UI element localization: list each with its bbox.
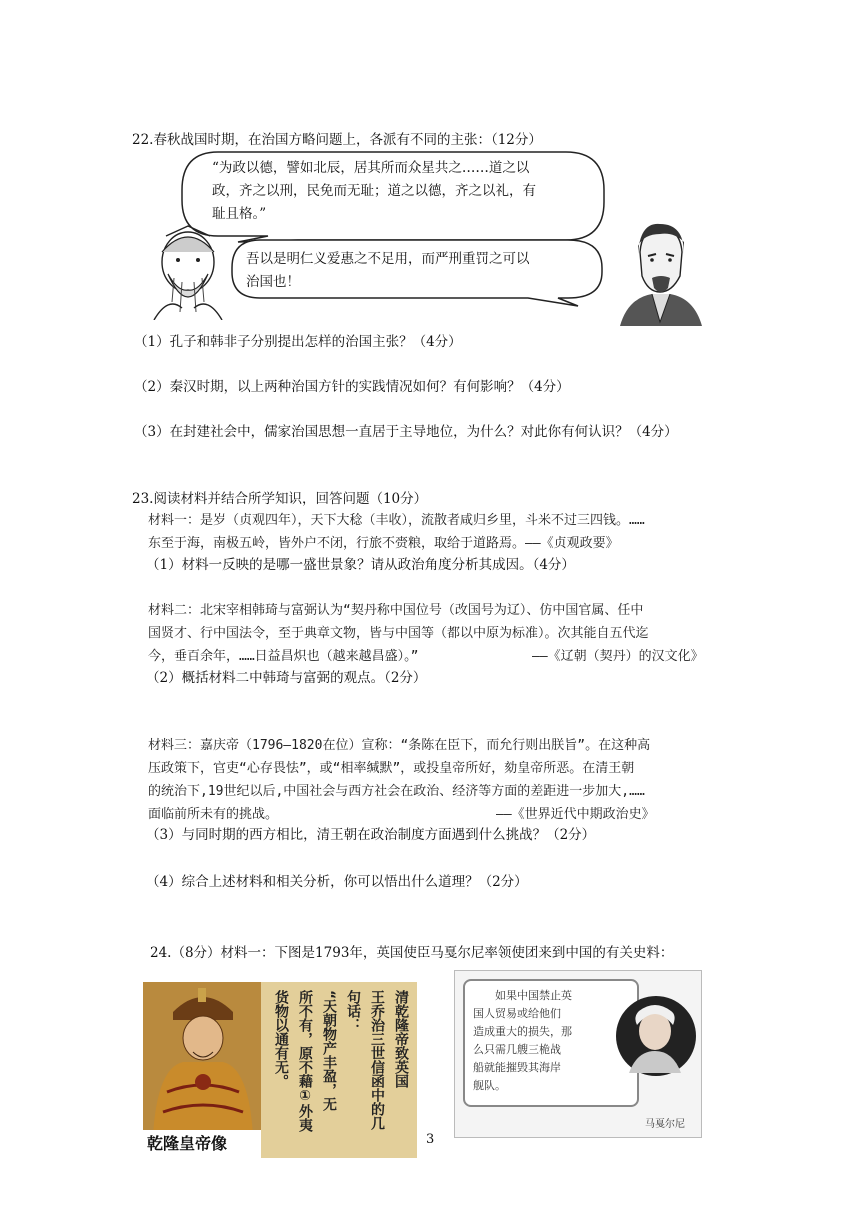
scroll-col-1: 清乾隆帝致英国: [393, 990, 409, 1088]
bubble1-line-1: “为政以德，譬如北辰，居其所而众星共之……道之以: [212, 160, 530, 176]
qianlong-caption: 乾隆皇帝像: [143, 1130, 261, 1158]
q24-stem: 24.（8分）材料一：下图是1793年，英国使臣马戛尔尼率领使团来到中国的有关史料：: [150, 945, 674, 961]
q23-sub1: （1）材料一反映的是哪一盛世景象？请从政治角度分析其成因。（4分）: [146, 557, 575, 573]
q23-material2-line1: 材料二：北宋宰相韩琦与富弼认为“契丹称中国位号（改国号为辽）、仿中国官属、任中: [148, 603, 644, 618]
bubble2-line-2: 治国也！: [246, 274, 300, 290]
q23-material3-line4: 面临前所未有的挑战。: [148, 807, 279, 822]
bubble1-line-2: 政，齐之以刑，民免而无耻；道之以德，齐之以礼，有: [212, 183, 536, 199]
macartney-material-image: [454, 970, 702, 1138]
scroll-col-2: 王乔治三世信函中的几: [369, 990, 385, 1130]
macartney-caption: 马戛尔尼: [645, 1119, 685, 1130]
q23-material1-line2: 东至于海，南极五岭，皆外户不闭，行旅不赍粮，取给于道路焉。——《贞观政要》: [148, 536, 619, 551]
q23-material1-line1: 材料一：是岁（贞观四年），天下大稔（丰收），流散者咸归乡里，斗米不过三四钱。……: [148, 513, 645, 528]
macartney-portrait: [615, 995, 697, 1077]
bubble2-line-1: 吾以是明仁义爱惠之不足用，而严刑重罚之可以: [246, 251, 530, 267]
q23-material2-line3: 今，垂百余年，……日益昌炽也（越来越昌盛）。”: [148, 649, 419, 664]
q22-sub3: （3）在封建社会中，儒家治国思想一直居于主导地位，为什么？对此你有何认识？（4分）: [134, 424, 678, 440]
confucius-portrait: [148, 222, 226, 320]
q23-material3-line3: 的统治下,19世纪以后,中国社会与西方社会在政治、经济等方面的差距进一步加大,……: [148, 784, 645, 799]
scroll-col-4: “天朝物产丰盈，无: [321, 990, 337, 1112]
letter-scroll: [261, 982, 417, 1158]
q23-material3-line1: 材料三：嘉庆帝（1796—1820在位）宣称：“条陈在臣下，而允行则出朕旨”。在这种高: [148, 738, 651, 753]
qianlong-material-image: [143, 982, 417, 1158]
q23-material2-line2: 国贤才、行中国法令，至于典章文物，皆与中国等（都以中原为标准）。次其能自五代迄: [148, 626, 649, 641]
q23-sub2: （2）概括材料二中韩琦与富弼的观点。（2分）: [146, 670, 427, 686]
scroll-col-6: 货物以通有无。: [273, 990, 289, 1088]
q23-material2-source: ——《辽朝（契丹）的汉文化》: [532, 649, 704, 664]
bubble1-line-3: 耻且格。”: [212, 206, 267, 222]
q23-stem: 23.阅读材料并结合所学知识，回答问题（10分）: [132, 491, 428, 507]
q22-sub2: （2）秦汉时期，以上两种治国方针的实践情况如何？有何影响？（4分）: [134, 379, 570, 395]
q23-material3-line2: 压政策下，官吏“心存畏怯”，或“相率缄默”，或投皇帝所好，劾皇帝所恶。在清王朝: [148, 761, 635, 776]
qianlong-portrait: [143, 982, 261, 1136]
quote-line-6: 舰队。: [473, 1079, 506, 1092]
q22-stem: 22.春秋战国时期，在治国方略问题上，各派有不同的主张：（12分）: [132, 132, 542, 148]
quote-line-3: 造成重大的损失，那: [473, 1025, 572, 1038]
macartney-quote-box: [463, 979, 639, 1107]
quote-line-4: 么只需几艘三桅战: [473, 1043, 561, 1056]
scroll-col-5: 所不有，原不藉①外夷: [297, 990, 313, 1132]
scroll-col-3: 句话：: [345, 990, 361, 1032]
q22-sub1: （1）孔子和韩非子分别提出怎样的治国主张？（4分）: [134, 334, 462, 350]
hanfeizi-portrait: [614, 222, 706, 326]
q23-sub4: （4）综合上述材料和相关分析，你可以悟出什么道理？（2分）: [146, 874, 528, 890]
page-number: 3: [426, 1132, 435, 1147]
q23-material3-source: ——《世界近代中期政治史》: [496, 807, 655, 822]
q23-sub3: （3）与同时期的西方相比，清王朝在政治制度方面遇到什么挑战？（2分）: [146, 827, 596, 843]
quote-line-5: 船就能摧毁其海岸: [473, 1061, 561, 1074]
quote-line-1: 如果中国禁止英: [495, 989, 572, 1002]
quote-line-2: 国人贸易或给他们: [473, 1007, 561, 1020]
